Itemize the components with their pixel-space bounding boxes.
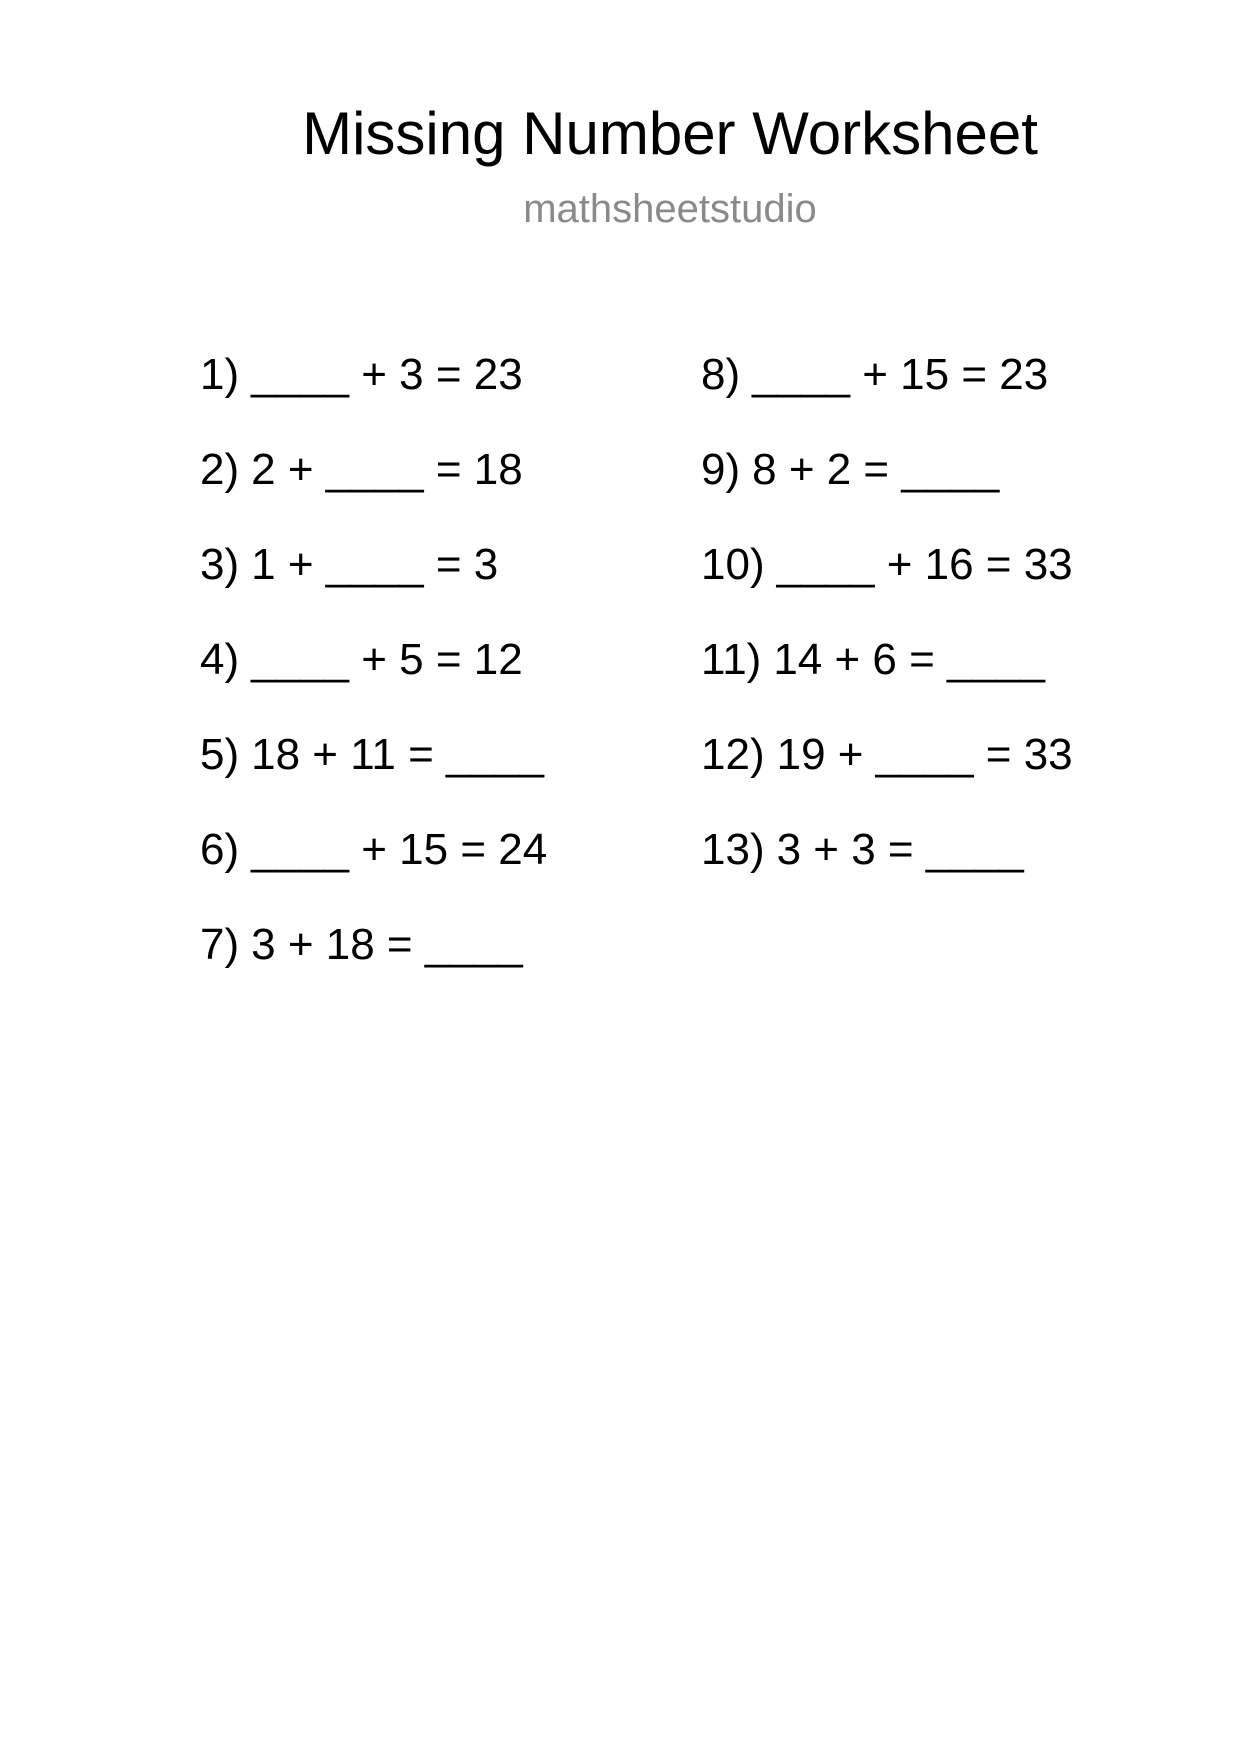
problem-expression: ____ + 3 = 23	[251, 350, 523, 399]
worksheet-title: Missing Number Worksheet	[302, 100, 1038, 167]
worksheet-subtitle: mathsheetstudio	[523, 187, 817, 231]
problem-item	[200, 345, 547, 440]
problem-item	[200, 725, 547, 820]
problem-expression: ____ + 15 = 23	[752, 350, 1049, 399]
problem-expression: 1 + ____ = 3	[251, 540, 499, 589]
problem-expression: ____ + 5 = 12	[251, 635, 523, 684]
problem-item	[701, 630, 1073, 725]
problem-item	[701, 535, 1073, 630]
problem-item	[701, 725, 1073, 820]
problem-number: 4)	[200, 635, 240, 684]
problem-expression: 18 + 11 = ____	[251, 730, 544, 779]
problem-number: 1)	[200, 350, 240, 399]
problem-item	[200, 535, 547, 630]
problem-expression: 2 + ____ = 18	[251, 445, 523, 494]
problem-item	[701, 440, 1073, 535]
problem-expression: ____ + 15 = 24	[251, 825, 548, 874]
problem-expression: 3 + 18 = ____	[251, 920, 523, 969]
problem-number: 7)	[200, 920, 240, 969]
problem-expression: 19 + ____ = 33	[776, 730, 1073, 779]
problem-expression: 8 + 2 = ____	[752, 445, 1000, 494]
problem-number: 12)	[701, 730, 765, 779]
problem-item	[701, 345, 1073, 440]
problem-number: 6)	[200, 825, 240, 874]
problem-number: 13)	[701, 825, 765, 874]
problem-expression: ____ + 16 = 33	[776, 540, 1073, 589]
problem-list-left	[200, 345, 547, 1010]
problem-number: 8)	[701, 350, 741, 399]
problem-item	[701, 820, 1073, 915]
problem-expression: 14 + 6 = ____	[773, 635, 1045, 684]
problem-item	[200, 630, 547, 725]
problem-item	[200, 820, 547, 915]
problem-expression: 3 + 3 = ____	[776, 825, 1024, 874]
problem-number: 11)	[701, 635, 762, 684]
problem-item	[200, 440, 547, 535]
problem-number: 10)	[701, 540, 765, 589]
problem-number: 5)	[200, 730, 240, 779]
problem-list-right	[701, 345, 1073, 915]
problem-number: 9)	[701, 445, 741, 494]
problem-item	[200, 915, 547, 1010]
problem-number: 2)	[200, 445, 240, 494]
problem-number: 3)	[200, 540, 240, 589]
